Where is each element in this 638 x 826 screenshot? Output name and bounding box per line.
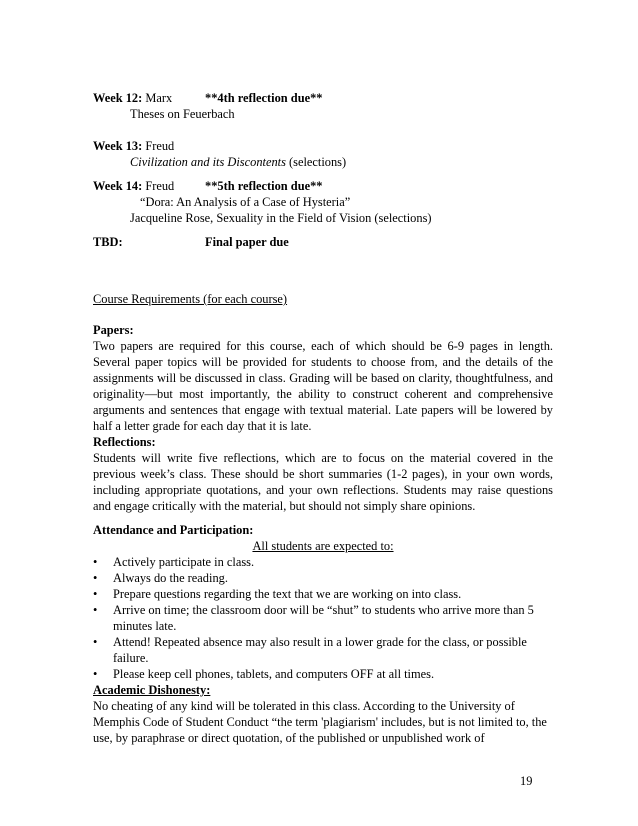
week-13-entry [93, 138, 553, 170]
week-14-topic: Freud [145, 179, 175, 193]
reflections-section [93, 434, 553, 514]
papers-section [93, 322, 553, 434]
academic-dishonesty-heading: Academic Dishonesty: [93, 683, 211, 697]
reflections-heading: Reflections: [93, 435, 156, 449]
list-item-text: Arrive on time; the classroom door will be “shut” to students who arrive more than 5 minutes late. [113, 603, 534, 633]
list-item-text: Please keep cell phones, tablets, and computers OFF at all times. [113, 667, 435, 681]
list-item [93, 554, 553, 570]
attendance-section [93, 522, 553, 682]
bullet-marker: • [93, 603, 98, 617]
bullet-marker: • [93, 571, 98, 585]
tbd-item: Final paper due [205, 235, 289, 249]
week-14-reading-2: Jacqueline Rose, Sexuality in the Field of Vision (selections) [130, 211, 432, 225]
list-item [93, 602, 553, 634]
week-14-due: **5th reflection due** [205, 179, 323, 193]
reflections-text: Students will write five reflections, which are to focus on the material covered in the previous week’s class. These should be short summaries (1-2 pages), in your own words, including appropriate quotations, and your own reflections. Students may raise questions and engage critically with the material, but should not simply share opinions. [93, 451, 553, 513]
page-number: 19 [520, 774, 533, 788]
tbd-entry [93, 234, 553, 250]
week-12-topic: Marx [145, 91, 173, 105]
attendance-heading: Attendance and Participation: [93, 523, 254, 537]
list-item [93, 666, 553, 682]
week-13-reading-title: Civilization and its Discontents [130, 155, 286, 169]
course-requirements-heading: Course Requirements (for each course) [93, 292, 288, 306]
week-14-entry [93, 178, 553, 226]
list-item-text: Attend! Repeated absence may also result in a lower grade for the class, or possible failure. [113, 635, 527, 665]
week-14-reading-1: “Dora: An Analysis of a Case of Hysteria” [140, 195, 351, 209]
bullet-marker: • [93, 587, 98, 601]
week-13-reading-note: (selections) [285, 155, 347, 169]
attendance-subheading: All students are expected to: [252, 539, 394, 553]
academic-dishonesty-section [93, 682, 553, 746]
bullet-marker: • [93, 635, 98, 649]
list-item [93, 634, 553, 666]
list-item-text: Prepare questions regarding the text that we are working on into class. [113, 587, 462, 601]
week-13-label: Week 13: [93, 139, 143, 153]
tbd-label: TBD: [93, 235, 123, 249]
week-12-entry [93, 90, 553, 122]
week-13-topic: Freud [145, 139, 175, 153]
papers-text: Two papers are required for this course, each of which should be 6-9 pages in length. Several paper topics will be provided for students to choose from, and the details of the assignments will be discussed in class. Grading will be based on clarity, thoughtfulness, and originality—but most importantly, the ability to construct coherent and comprehensive arguments and sentences that engage with textual material. Late papers will be lowered by half a letter grade for each day that it is late. [93, 339, 553, 433]
week-12-label: Week 12: [93, 91, 143, 105]
papers-heading: Papers: [93, 323, 134, 337]
list-item-text: Actively participate in class. [113, 555, 255, 569]
week-14-label: Week 14: [93, 179, 143, 193]
week-12-reading: Theses on Feuerbach [130, 107, 235, 121]
bullet-marker: • [93, 555, 98, 569]
list-item-text: Always do the reading. [113, 571, 228, 585]
list-item [93, 586, 553, 602]
list-item [93, 570, 553, 586]
week-12-due: **4th reflection due** [205, 91, 323, 105]
bullet-marker: • [93, 667, 98, 681]
academic-dishonesty-text: No cheating of any kind will be tolerated in this class. According to the University of Memphis Code of Student Conduct “the term 'plagiarism' includes, but is not limited to, the use, by paraphrase or direct quotation, of the published or unpublished work of [93, 699, 547, 745]
